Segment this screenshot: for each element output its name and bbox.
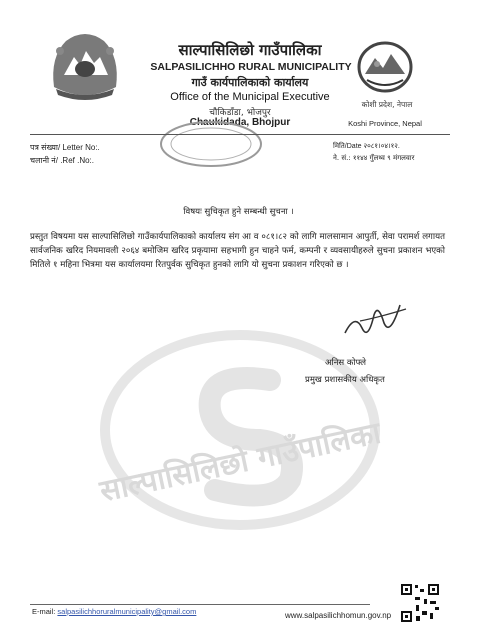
- footer-email: [32, 607, 196, 616]
- nepal-sambat-date: ने. सं.: ११४४ गुँलथ्व ९ मंगलवार: [333, 154, 415, 162]
- municipality-title-english: SALPASILICHHO RURAL MUNICIPALITY: [150, 61, 352, 73]
- notice-body: प्रस्तुत विषयमा यस साल्पासिलिछो गाउँकार्यपालिकाको कार्यालय संग आ व ०८१।८२ को लागि मालसामान आपुर्ती, सेवा परामर्श लगायत सार्वजनिक खरिद नियमावली २०६४ बमोजिम खरिद प्रकृयामा सहभागी हुन चाहने फर्म, कम्पनी र व्यवसायीहरुले सुचना प्रकाशन भएको मितिले १ महिना भित्रमा यस कार्यालयमा रितपुर्वक सुचिकृत हुनको लागि यो सुचना प्रकाशन गरिएको छ ।: [30, 232, 445, 270]
- nepal-emblem-logo: [46, 27, 124, 105]
- province-english: Koshi Province, Nepal: [348, 119, 422, 128]
- location-nepali: चौकिडाँडा, भोजपुर: [209, 108, 271, 118]
- office-title-nepali: गाउँ कार्यपालिकाको कार्यालय: [191, 76, 309, 89]
- province-nepali: कोशी प्रदेश, नेपाल: [361, 100, 413, 109]
- letter-number-label: पत्र संख्या/ Letter No:.: [30, 143, 100, 152]
- office-stamp: [155, 118, 267, 170]
- header-divider: [30, 134, 450, 135]
- email-label: E-mail:: [32, 607, 58, 616]
- email-link[interactable]: salpasilichhoruralmunicipality@gmail.com: [57, 607, 197, 616]
- location-english: Chaukidada, Bhojpur: [189, 117, 291, 128]
- municipality-title-nepali: साल्पासिलिछो गाउँपालिका: [178, 41, 322, 59]
- office-title-english: Office of the Municipal Executive: [170, 91, 330, 103]
- signatory-name: अनिस कोफ्ले: [325, 358, 367, 368]
- signatory-title: प्रमुख प्रशासकीय अधिकृत: [305, 375, 385, 385]
- notice-subject: विषयः सुचिकृत हुने सम्बन्धी सुचना ।: [183, 207, 294, 217]
- footer-website[interactable]: www.salpasilichhomun.gov.np: [285, 611, 392, 620]
- date-label: मिति/Date २०८१।०४।१२.: [333, 143, 400, 150]
- handwritten-signature: [340, 293, 410, 343]
- qr-code: [400, 583, 440, 623]
- reference-number-label: चलानी नं/ .Ref .No:.: [30, 156, 94, 165]
- watermark-text: साल्पासिलिछो गाउँपालिका: [96, 415, 384, 510]
- footer-divider: [30, 604, 370, 605]
